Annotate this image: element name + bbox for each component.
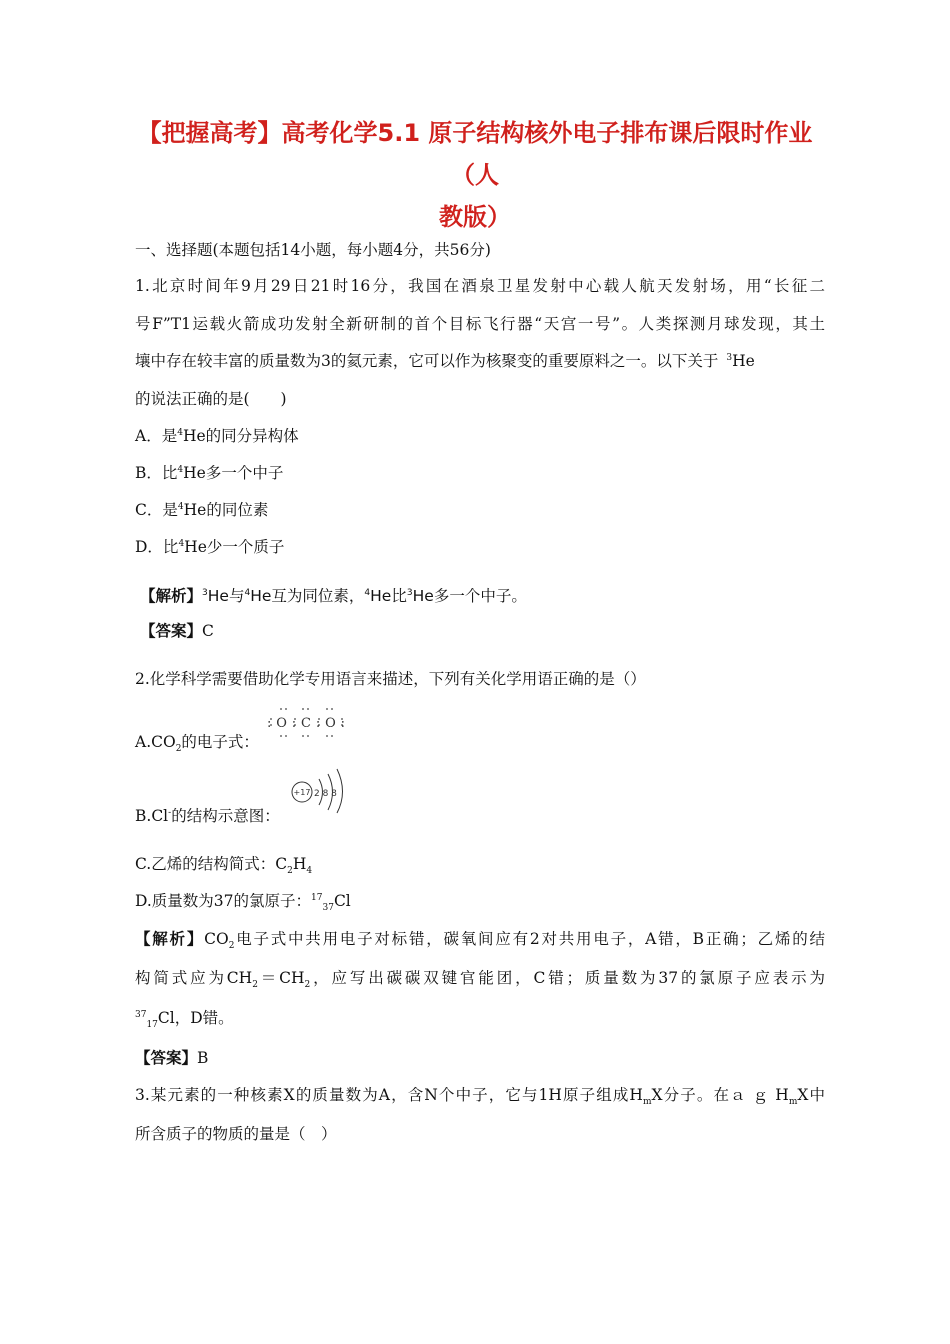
q2-explanation-line2: 构简式应为$CH_2=CH_2$，应写出碳碳双键官能团，C错；质量数为37的氯原子应表示为 xyxy=(135,969,825,991)
q1-answer: 【答案】C xyxy=(140,621,214,640)
cl-nucleus-label: +17 xyxy=(293,788,311,797)
q1-stem-line2: 号F”T1运载火箭成功发射全新研制的首个目标飞行器“天宫一号”。人类探测月球发现，其土 xyxy=(135,315,825,333)
q2-explanation-line3: $^{37}_{17}$Cl，D错。 xyxy=(135,1009,234,1031)
q2-option-b: B.Cl-的结构示意图： xyxy=(135,807,280,825)
q1-option-a: A．是$^4$He的同分异构体 xyxy=(135,427,299,445)
q2-option-d: D.质量数为37的氯原子：$^{17}_{37}$Cl xyxy=(135,892,351,914)
q1-option-c: C．是$^4$He的同位素 xyxy=(135,501,269,519)
q1-stem-line3: 壤中存在较丰富的质量数为3的氦元素，它可以作为核聚变的重要原料之一。以下关于 $^3$He xyxy=(135,352,755,370)
q1-stem-line1: 1.北京时间年9月29日21时16分，我国在酒泉卫星发射中心载人航天发射场，用“长征二 xyxy=(135,277,825,295)
q2-answer: 【答案】B xyxy=(135,1048,209,1067)
q2-explanation-line1: 【解析】$CO_2$电子式中共用电子对标错，碳氧间应有2对共用电子，A错，B正确；乙烯的结 xyxy=(135,929,825,952)
q2-option-c: C.乙烯的结构简式：$C_2H_4$ xyxy=(135,855,313,877)
q2-stem: 2.化学科学需要借助化学专用语言来描述，下列有关化学用语正确的是（） xyxy=(135,670,646,688)
cl-shell-electrons: 2 8 8 xyxy=(314,789,337,799)
co2-formula-text: :O:C:O: xyxy=(267,716,345,731)
page-title: 【把握高考】高考化学5.1 原子结构核外电子排布课后限时作业（人 教版） xyxy=(137,119,813,231)
section-heading: 一、选择题(本题包括14小题，每小题4分，共56分) xyxy=(135,241,491,259)
q1-option-b: B．比$^4$He多一个中子 xyxy=(135,464,284,482)
q1-option-d: D．比$^4$He少一个质子 xyxy=(135,538,285,556)
q3-stem-line1: 3.某元素的一种核素X的质量数为A，含N个中子，它与1H原子组成$H_mX$分子。在ａ ｇ $H_mX$中 xyxy=(135,1086,826,1108)
q1-stem-line4: 的说法正确的是( ) xyxy=(135,390,287,408)
q1-explanation: 【解析】$^3$He与$^4$He互为同位素，$^4$He比$^3$He多一个中子。 xyxy=(140,587,527,605)
q2-option-a: $A.CO_2$的电子式： xyxy=(135,733,259,755)
cl-ion-structure-diagram xyxy=(288,765,352,815)
co2-electron-formula-figure xyxy=(258,705,348,739)
q3-stem-line2: 所含质子的物质的量是（ ） xyxy=(135,1125,337,1143)
